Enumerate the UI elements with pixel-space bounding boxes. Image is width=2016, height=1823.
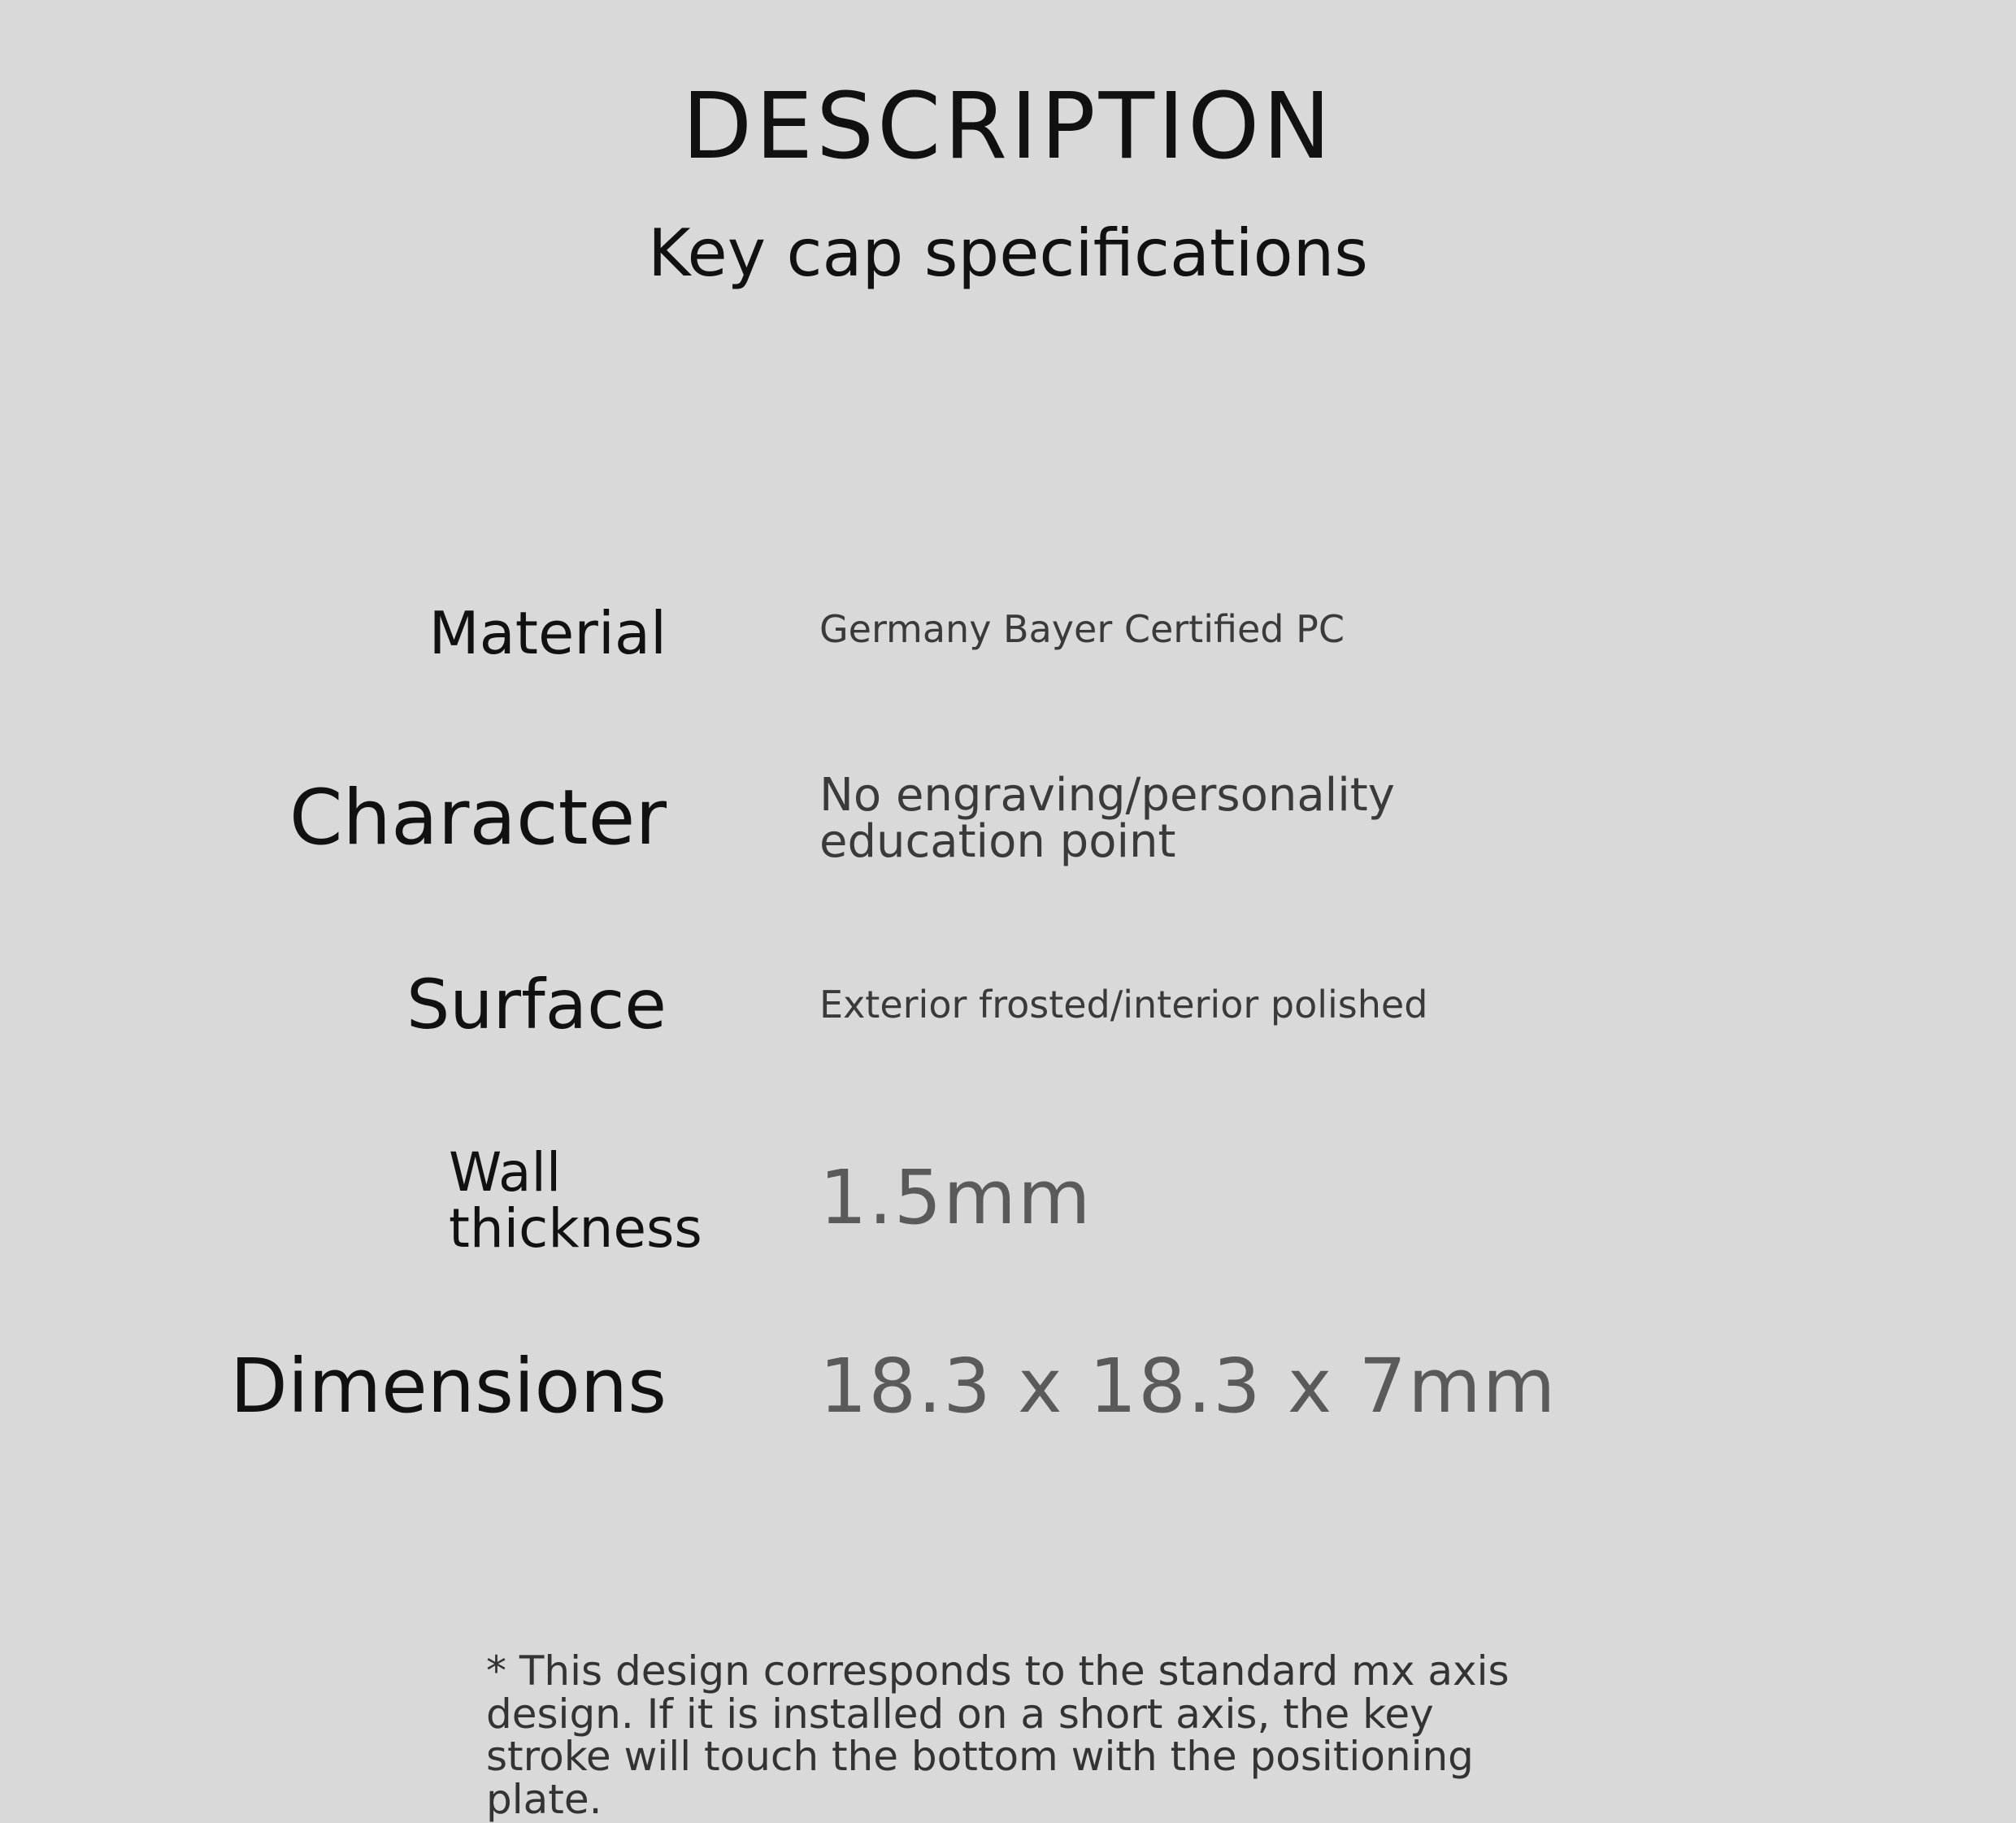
page-title: DESCRIPTION	[681, 74, 1335, 180]
spec-label-dimensions: Dimensions	[230, 1343, 667, 1430]
footnote: * This design corresponds to the standard mx axis design. If it is installed on a short axis, the key stroke will touch the bottom with the positioning plate.	[486, 1647, 1510, 1823]
spec-value-character-text: No engraving/personality education point	[819, 769, 1395, 869]
spec-value-character	[819, 769, 1405, 869]
spec-label-wall-thickness	[449, 1141, 702, 1261]
spec-label-wall-thickness-text: Wall thickness	[449, 1141, 702, 1261]
spec-value-dimensions: 18.3 x 18.3 x 7mm	[819, 1343, 1558, 1430]
spec-label-material: Material	[428, 599, 667, 667]
spec-label-character: Character	[289, 774, 667, 862]
spec-value-wall-thickness: 1.5mm	[819, 1154, 1093, 1241]
spec-value-material: Germany Bayer Certified PC	[819, 607, 1345, 651]
spec-value-surface: Exterior frosted/interior polished	[819, 983, 1428, 1027]
page-subtitle: Key cap specifications	[648, 215, 1368, 291]
spec-label-surface: Surface	[406, 965, 667, 1044]
